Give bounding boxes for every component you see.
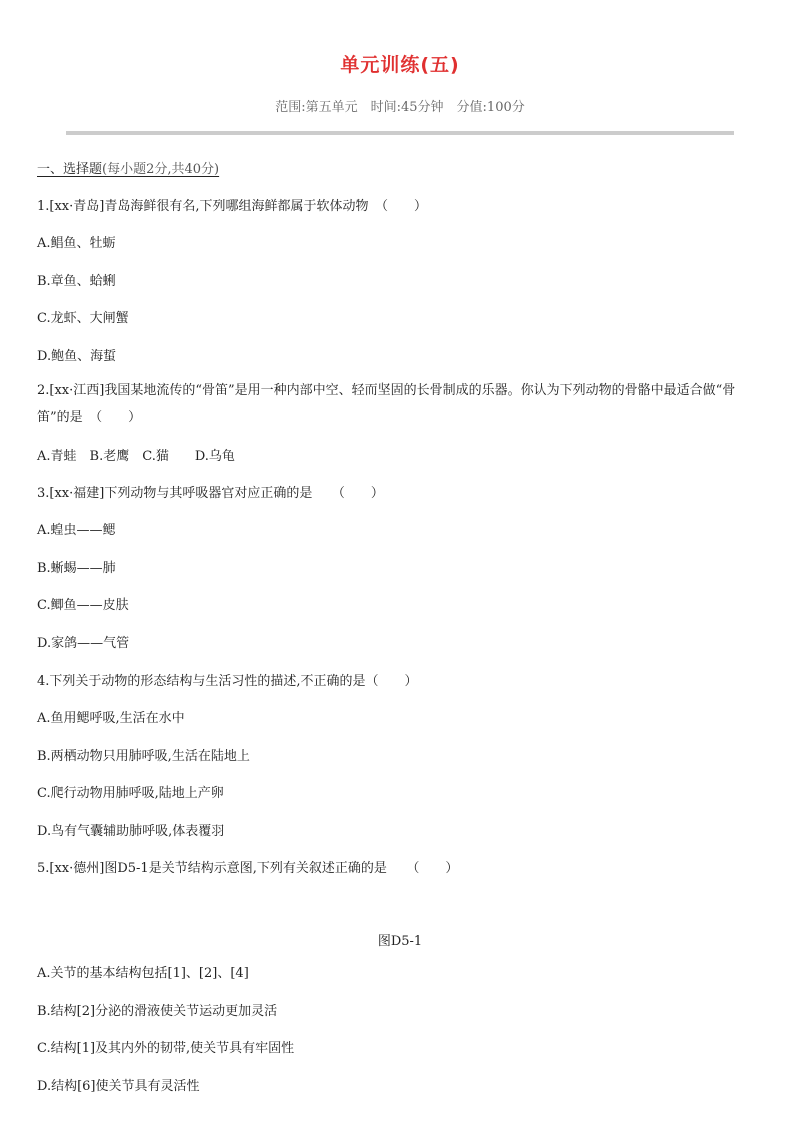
option: A.鲳鱼、牡蛎 (37, 236, 116, 251)
option: D.鲍鱼、海蜇 (37, 349, 117, 364)
option-row: A.青蛙 B.老鹰 C.猫 D.乌龟 (37, 449, 235, 464)
figure-caption: 图D5-1 (377, 934, 423, 949)
question-stem: 4.下列关于动物的形态结构与生活习性的描述,不正确的是（ ） (37, 674, 418, 689)
option: C.爬行动物用肺呼吸,陆地上产卵 (37, 786, 224, 801)
exam-info: 范围:第五单元 时间:45分钟 分值:100分 (275, 100, 525, 115)
option: B.蜥蜴——肺 (37, 561, 116, 576)
option: D.结构[6]使关节具有灵活性 (37, 1079, 200, 1094)
option: C.龙虾、大闸蟹 (37, 311, 129, 326)
header-divider (66, 131, 734, 135)
option: B.结构[2]分泌的滑液使关节运动更加灵活 (37, 1004, 278, 1019)
option: B.章鱼、蛤蜊 (37, 274, 116, 289)
question-stem: 5.[xx·德州]图D5-1是关节结构示意图,下列有关叙述正确的是 （ ） (37, 861, 459, 876)
question-stem: 2.[xx·江西]我国某地流传的“骨笛”是用一种内部中空、轻而坚固的长骨制成的乐器。你认为下列动物的骨骼中最适合做“骨笛”的是 （ ） (37, 383, 736, 425)
option: B.两栖动物只用肺呼吸,生活在陆地上 (37, 749, 250, 764)
option: C.鲫鱼——皮肤 (37, 598, 129, 613)
question-stem: 3.[xx·福建]下列动物与其呼吸器官对应正确的是 （ ） (37, 486, 384, 501)
page-title: 单元训练(五) (340, 54, 460, 76)
section-note: (每小题2分,共40分) (102, 162, 220, 177)
section-label: 一、选择题 (37, 162, 103, 177)
option: A.关节的基本结构包括[1]、[2]、[4] (37, 966, 249, 981)
option: A.蝗虫——鳃 (37, 523, 116, 538)
question-stem: 1.[xx·青岛]青岛海鲜很有名,下列哪组海鲜都属于软体动物 （ ） (37, 199, 427, 214)
option: C.结构[1]及其内外的韧带,使关节具有牢固性 (37, 1041, 295, 1056)
section-heading (37, 158, 219, 177)
option: D.鸟有气囊辅助肺呼吸,体表覆羽 (37, 824, 225, 839)
option: D.家鸽——气管 (37, 636, 130, 651)
option: A.鱼用鳃呼吸,生活在水中 (37, 711, 185, 726)
